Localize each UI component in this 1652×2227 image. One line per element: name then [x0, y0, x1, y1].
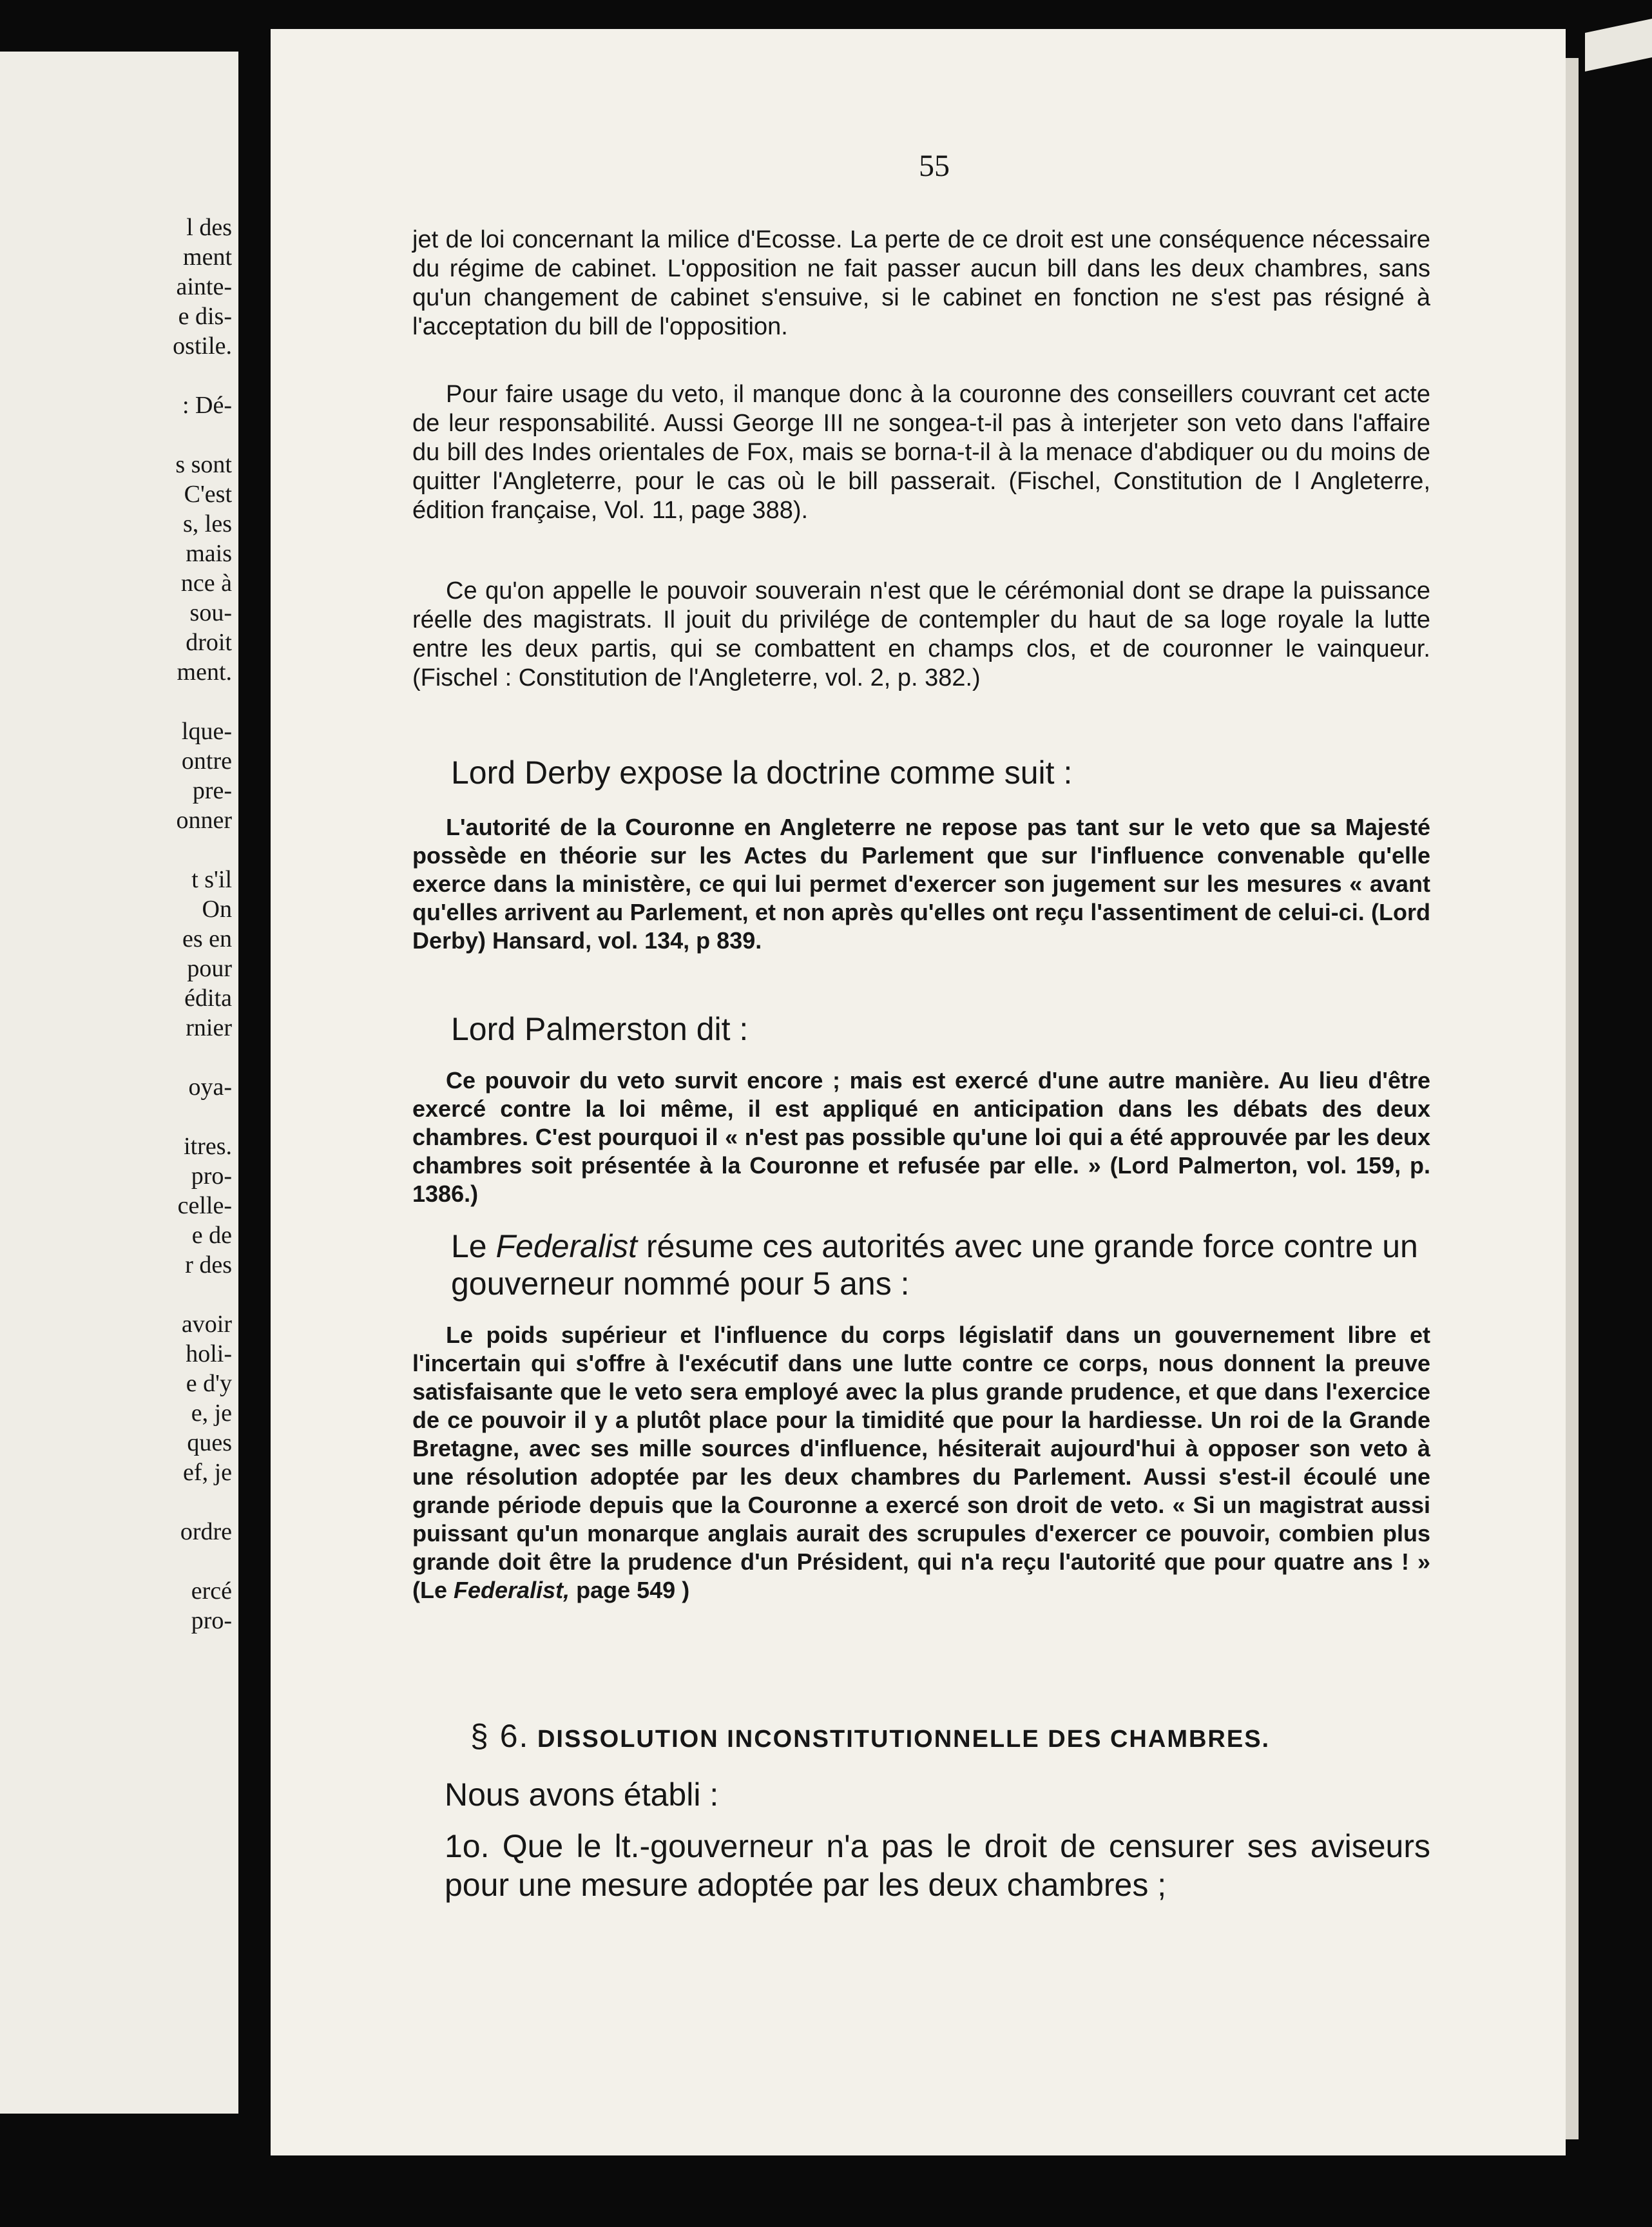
left-fragment-line: rnier — [186, 1014, 232, 1041]
quote-text: Le poids supérieur et l'influence du corps législatif dans un gouvernement libre et l'incertain qui s'offre à l'exécutif dans une lutte contre ce corps, nous donnent la preuve satisfaisante que le veto sera employé avec la plus grande prudence, et que dans l'exercice de ce pouvoir il y a plutôt place pour la timidité que pour la hardiesse. Un roi de la Grande Bretagne, avec ses mille sources d'influence, hésiterait aujourd'hui à opposer son veto à une résolution adoptée par les deux chambres du Parlement. Aussi s'est-il écoulé une grande période depuis que la Couronne a exercé son droit de veto. « Si un magistrat aussi puissant qu'un monarque anglais aurait des scrupules d'exercer ce pouvoir, combien plus grande doit être la prudence d'un Président, qui n'a reçu l'autorité que pour quatre ans ! » (Le — [412, 1322, 1430, 1603]
left-fragment-line: pro- — [191, 1607, 232, 1634]
quote-federalist — [412, 1321, 1430, 1605]
heading-lord-palmerston: Lord Palmerston dit : — [451, 1011, 749, 1047]
paragraph-cabinet — [412, 226, 1430, 342]
left-fragment-line: lque- — [181, 718, 232, 745]
left-fragment-line: ef, je — [183, 1459, 232, 1486]
left-fragment-line: mais — [186, 540, 232, 567]
quote-text: Ce pouvoir du veto survit encore ; mais est exercé d'une autre manière. Au lieu d'être exercé contre la loi même, il est appliqué en anticipation dans les débats des deux chambres. C'est pourquoi il « n'est pas possible qu'une loi qui a été approuvée par les deux chambres soit présentée à la Couronne et refusée par elle. » (Lord Palmerton, vol. 159, p. 1386.) — [412, 1067, 1430, 1207]
left-fragment-line: édita — [184, 985, 232, 1012]
left-fragment-line: ostile. — [173, 333, 232, 360]
quote-text: page 549 ) — [570, 1577, 690, 1603]
left-fragment-line: ques — [187, 1429, 232, 1456]
quote-lord-palmerston — [412, 1066, 1430, 1208]
left-fragment-line: holi- — [186, 1340, 232, 1367]
left-fragment-line: es en — [182, 925, 232, 952]
paragraph-text: Pour faire usage du veto, il manque donc à la couronne des conseillers couvrant cet acte de leur responsabilité. Aussi George III ne songea-t-il pas à interjeter son veto dans l'affaire du bill des Indes orientales de Fox, mais se borna-t-il à la menace d'abdiquer ou du moins de quitter l'Angleterre, pour le cas où le bill passerait. (Fischel, Constitution de l Angleterre, édition française, Vol. 11, page 388). — [412, 381, 1430, 524]
left-fragment-line: e d'y — [186, 1370, 232, 1397]
left-fragment-line: itres. — [184, 1133, 232, 1160]
left-fragment-line: r des — [185, 1251, 232, 1278]
left-fragment-line: avoir — [181, 1311, 232, 1338]
left-fragment-line: ercé — [191, 1577, 232, 1605]
left-fragment-line: ment. — [177, 659, 232, 686]
left-page-fragment — [0, 52, 238, 2114]
left-fragment-line: pour — [187, 955, 232, 982]
paragraph-text: jet de loi concernant la milice d'Ecosse. La perte de ce droit est une conséquence nécessaire du régime de cabinet. L'opposition ne fait passer aucun bill dans les deux chambres, sans qu'un changement de cabinet s'ensuive, si le cabinet en fonction ne s'est pas résigné à l'acceptation du bill de l'opposition. — [412, 226, 1430, 340]
left-fragment-line: On — [202, 896, 232, 923]
left-fragment-line: nce à — [180, 570, 232, 597]
left-fragment-line: t s'il — [191, 866, 232, 893]
left-fragment-line: ordre — [180, 1518, 232, 1545]
quote-text: L'autorité de la Couronne en Angleterre ne repose pas tant sur le veto que sa Majesté possède en théorie sur les Actes du Parlement que sur l'influence convenable qu'elle exerce dans la ministère, ce qui lui permet d'exercer son jugement sur les mesures « avant qu'elles arrivent au Parlement, et non après qu'elles ont reçu l'assentiment de celui-ci. (Lord Derby) Hansard, vol. 134, p 839. — [412, 814, 1430, 954]
left-fragment-line: e de — [191, 1222, 232, 1249]
left-fragment-line: e, je — [191, 1400, 232, 1427]
quote-lord-derby — [412, 813, 1430, 955]
left-fragment-line: ontre — [181, 747, 232, 775]
left-fragment-line: oya- — [188, 1074, 232, 1101]
left-fragment-line: sou- — [189, 599, 232, 626]
left-fragment-line: s, les — [183, 510, 232, 537]
section-mark: § 6. — [470, 1718, 530, 1754]
quote-italic: Federalist, — [454, 1577, 570, 1603]
heading-federalist — [451, 1228, 1430, 1302]
heading-italic: Federalist — [495, 1228, 638, 1264]
book-gutter — [238, 39, 271, 2139]
page-edge — [1566, 58, 1579, 2139]
left-fragment-line: C'est — [184, 481, 232, 508]
page-corner — [1585, 19, 1652, 72]
heading-lord-derby: Lord Derby expose la doctrine comme suit : — [451, 755, 1073, 791]
left-fragment-line: onner — [176, 807, 232, 834]
paragraph-souverain — [412, 577, 1430, 693]
left-fragment-line: droit — [186, 629, 232, 656]
left-fragment-line: pro- — [191, 1162, 232, 1190]
left-fragment-line: l des — [186, 214, 232, 241]
section-title-text: DISSOLUTION INCONSTITUTIONNELLE DES CHAMBRES. — [537, 1726, 1271, 1753]
paragraph-veto — [412, 380, 1430, 525]
left-fragment-line: s sont — [175, 451, 232, 478]
left-fragment-line: ment — [183, 244, 232, 271]
closing-point-1: 1o. Que le lt.-gouverneur n'a pas le droit de censurer ses aviseurs pour une mesure adoptée par les deux chambres ; — [445, 1828, 1430, 1903]
left-fragment-line: pre- — [192, 777, 232, 804]
closing-intro: Nous avons établi : — [445, 1777, 719, 1813]
heading-text: résume ces autorités avec une grande force contre un gouverneur nommé pour 5 ans : — [451, 1228, 1418, 1302]
left-fragment-line: celle- — [177, 1192, 232, 1219]
page-number: 55 — [919, 149, 950, 183]
section-heading — [470, 1718, 1437, 1755]
left-fragment-line: e dis- — [178, 303, 232, 330]
left-fragment-line: : Dé- — [182, 392, 232, 419]
paragraph-text: Ce qu'on appelle le pouvoir souverain n'est que le cérémonial dont se drape la puissance réelle des magistrats. Il jouit du privilége de contempler du haut de sa loge royale la lutte entre les deux partis, qui se combattent en champs clos, et de couronner le vainqueur. (Fischel : Constitution de l'Angleterre, vol. 2, p. 382.) — [412, 577, 1430, 691]
heading-text: Le — [451, 1228, 496, 1264]
left-fragment-line: ainte- — [176, 273, 232, 300]
